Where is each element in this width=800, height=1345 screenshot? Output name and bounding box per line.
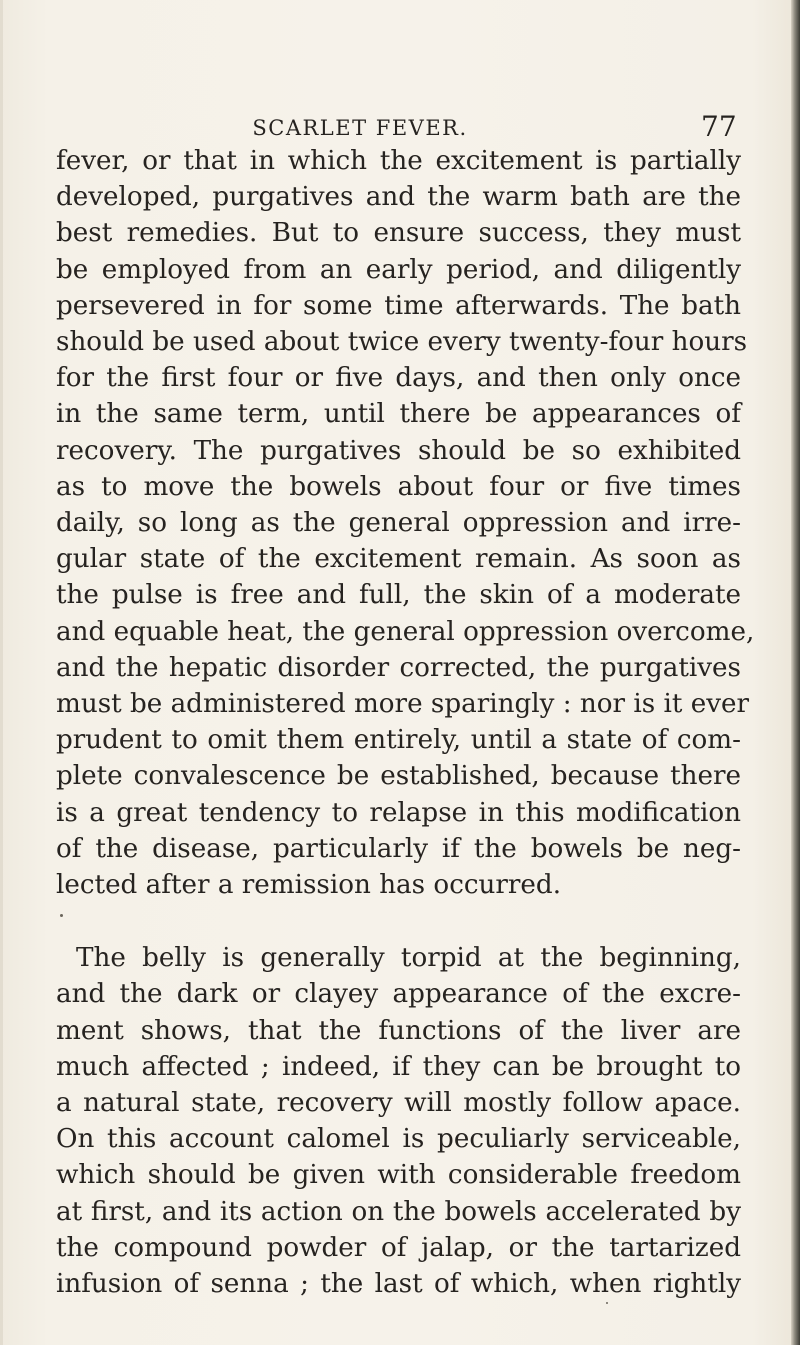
text-line: On this account calomel is peculiarly serviceable, xyxy=(56,1124,741,1155)
text-line: and the hepatic disorder corrected, the purgatives xyxy=(56,652,741,683)
text-line: ment shows, that the functions of the liver are xyxy=(56,1015,741,1046)
body-text xyxy=(56,143,755,1302)
text-line-content: The belly is generally torpid at the beginning, xyxy=(76,943,741,974)
text-line: developed, purgatives and the warm bath are the xyxy=(56,182,741,213)
text-line: and equable heat, the general oppression overcome, xyxy=(56,616,755,647)
text-line: daily, so long as the general oppression and irre- xyxy=(56,508,741,539)
text-line: at first, and its action on the bowels accelerated by xyxy=(56,1196,741,1227)
text-line: gular state of the excitement remain. As soon as xyxy=(56,544,741,575)
text-line: fever, or that in which the excitement is partially xyxy=(56,146,741,176)
text-line: in the same term, until there be appearances of xyxy=(56,399,741,430)
text-line: much affected ; indeed, if they can be brought to xyxy=(56,1051,741,1082)
text-line-indented xyxy=(56,940,741,976)
text-line: the pulse is free and full, the skin of a moderate xyxy=(56,580,741,611)
text-line: prudent to omit them entirely, until a state of com- xyxy=(56,725,741,756)
page-header xyxy=(0,110,800,146)
page-binding-edge xyxy=(791,0,800,1345)
text-line: recovery. The purgatives should be so exhibited xyxy=(56,435,741,466)
paper-speck xyxy=(606,1302,608,1304)
paragraph-2 xyxy=(56,940,741,1302)
text-line: best remedies. But to ensure success, they must xyxy=(56,218,741,249)
text-line: a natural state, recovery will mostly follow apace. xyxy=(56,1088,741,1119)
text-line: must be administered more sparingly : nor is it ever xyxy=(56,689,750,720)
paragraph-1 xyxy=(56,143,755,903)
text-line: the compound powder of jalap, or the tartarized xyxy=(56,1232,741,1263)
text-line: infusion of senna ; the last of which, when rightly xyxy=(56,1269,741,1300)
page-left-edge xyxy=(0,0,3,1345)
text-line: is a great tendency to relapse in this modification xyxy=(56,797,741,828)
running-title: SCARLET FEVER. xyxy=(252,116,468,140)
page-number: 77 xyxy=(701,110,737,143)
text-line: for the first four or five days, and then only once xyxy=(56,363,741,394)
text-line: plete convalescence be established, because there xyxy=(56,761,741,792)
text-line: persevered in for some time afterwards. The bath xyxy=(56,290,741,321)
text-line: which should be given with considerable freedom xyxy=(56,1160,741,1191)
text-line: and the dark or clayey appearance of the excre- xyxy=(56,979,741,1010)
text-line: as to move the bowels about four or five times xyxy=(56,471,741,502)
paper-speck xyxy=(60,914,63,917)
text-line: of the disease, particularly if the bowels be neg- xyxy=(56,833,741,864)
text-line: be employed from an early period, and diligently xyxy=(56,254,741,285)
text-line: lected after a remission has occurred. xyxy=(56,870,562,901)
text-line: should be used about twice every twenty-four hours xyxy=(56,327,748,358)
